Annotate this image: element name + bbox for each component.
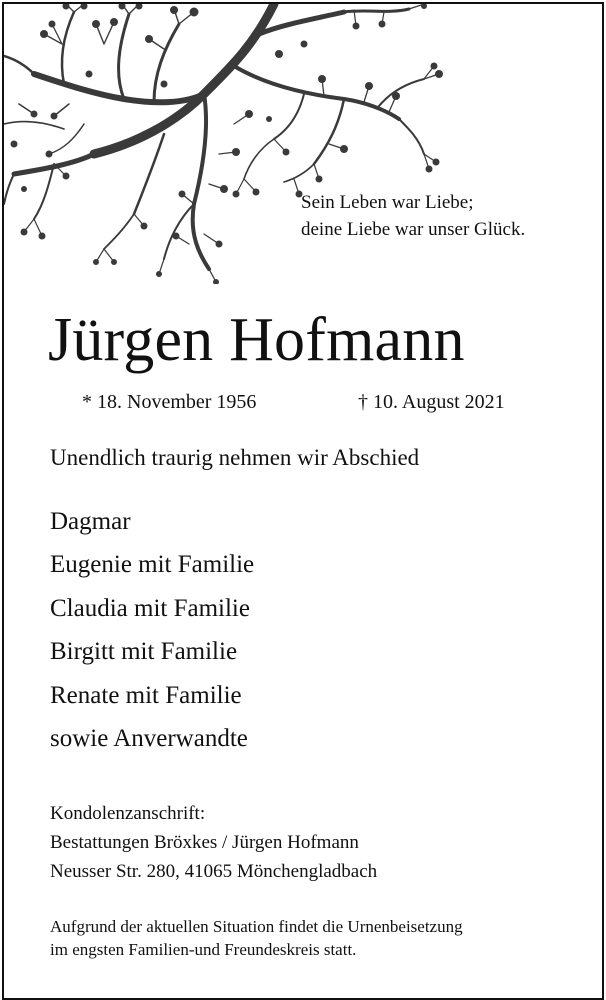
condolence-line-1: Bestattungen Bröxkes / Jürgen Hofmann: [50, 832, 359, 853]
mourner-item: sowie Anverwandte: [50, 725, 248, 753]
mourners-list: [50, 500, 254, 760]
mourner-item: Dagmar: [50, 508, 131, 535]
condolence-line-2: Neusser Str. 280, 41065 Mönchengladbach: [50, 861, 378, 882]
mourner-item: Claudia mit Familie: [50, 594, 250, 622]
birth-date: * 18. November 1956: [82, 391, 257, 413]
deceased-name: Jürgen Hofmann: [48, 306, 465, 374]
note-line-1: Aufgrund der aktuellen Situation findet die Urnenbeisetzung: [50, 917, 463, 936]
mourner-item: Birgitt mit Familie: [50, 638, 238, 666]
death-date: † 10. August 2021: [358, 391, 505, 413]
condolence-heading: Kondolenzanschrift:: [50, 803, 206, 824]
note-line-2: im engsten Familien-und Freundeskreis statt.: [50, 940, 357, 959]
obituary-frame: [2, 2, 604, 1000]
memorial-quote: [301, 189, 525, 243]
burial-note: [50, 915, 463, 961]
condolence-address: [50, 799, 377, 886]
quote-line-2: deine Liebe war unser Glück.: [301, 219, 526, 240]
quote-line-1: Sein Leben war Liebe;: [301, 192, 474, 213]
farewell-intro: Unendlich traurig nehmen wir Abschied: [50, 445, 420, 470]
mourner-item: Renate mit Familie: [50, 681, 242, 709]
mourner-item: Eugenie mit Familie: [50, 551, 255, 579]
